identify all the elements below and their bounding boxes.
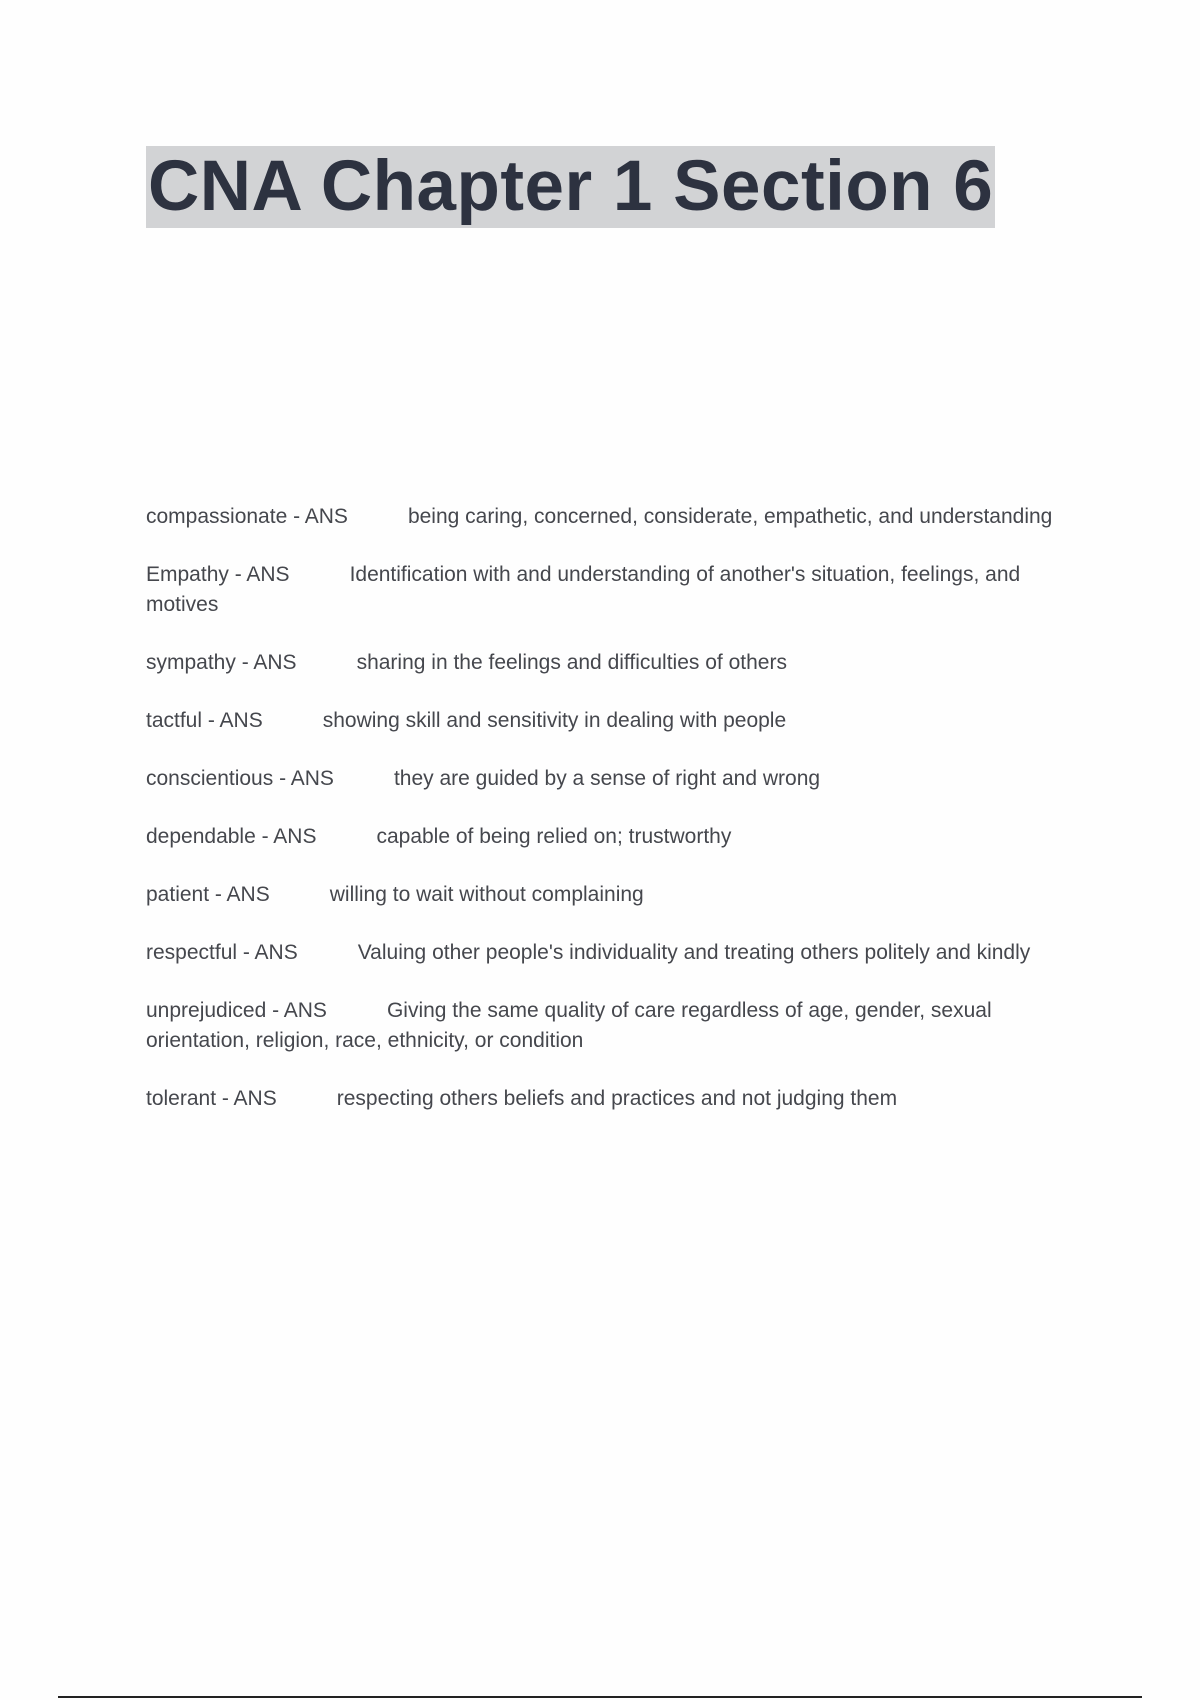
entry-definition: sharing in the feelings and difficulties of others [356,651,787,674]
entry-definition: Valuing other people's individuality and treating others politely and kindly [357,941,1031,964]
list-item [146,880,1086,910]
entry-definition: they are guided by a sense of right and wrong [393,767,821,790]
entry-term: conscientious - ANS [146,767,334,790]
list-item [146,822,1086,852]
list-item [146,996,1086,1056]
entry-term: dependable - ANS [146,825,317,848]
list-item [146,560,1086,620]
entry-term: patient - ANS [146,883,270,906]
entry-term: respectful - ANS [146,941,298,964]
entry-term: compassionate - ANS [146,505,348,528]
entry-term: Empathy - ANS [146,563,290,586]
list-item [146,706,1086,736]
list-item [146,648,1086,678]
entry-term: unprejudiced - ANS [146,999,327,1022]
entry-definition: capable of being relied on; trustworthy [376,825,732,848]
list-item [146,764,1086,794]
list-item [146,938,1086,968]
entry-definition: respecting others beliefs and practices and not judging them [336,1087,898,1110]
entry-definition: willing to wait without complaining [329,883,644,906]
footer-divider [58,1696,1142,1698]
page-title: CNA Chapter 1 Section 6 [148,147,994,226]
entry-definition: being caring, concerned, considerate, empathetic, and understanding [407,505,1053,528]
entry-definition: Giving the same quality of care regardless of age, gender, sexual orientation, religion, race, ethnicity, or condition [146,999,992,1052]
entry-term: tactful - ANS [146,709,263,732]
title-highlight [146,146,995,228]
list-item [146,1084,1086,1114]
entry-definition: showing skill and sensitivity in dealing with people [322,709,787,732]
entry-term: tolerant - ANS [146,1087,277,1110]
flashcard-list [146,502,1086,1142]
entry-term: sympathy - ANS [146,651,297,674]
entry-definition: Identification with and understanding of another's situation, feelings, and motives [146,563,1021,616]
list-item [146,502,1086,532]
